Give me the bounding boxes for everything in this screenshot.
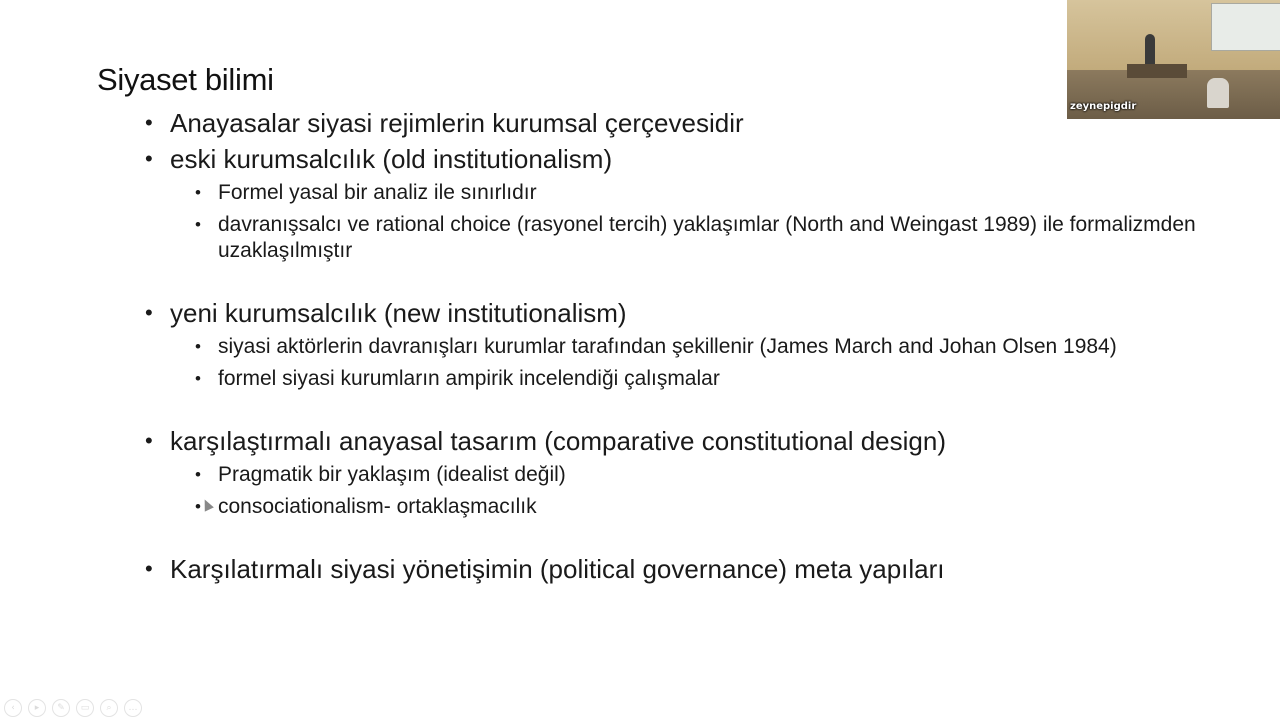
slide-bullet-list [145,108,1205,584]
video-podium [1127,64,1187,78]
sub-bullet-list [170,462,1205,520]
video-projection-screen [1211,3,1280,51]
slide-title: Siyaset bilimi [97,62,274,97]
sub-bullet-item: • consociationalism- ortaklaşmacılık [170,494,1205,520]
sub-bullet-item: • siyasi aktörlerin davranışları kurumlar tarafından şekillenir (James March and Johan Olsen 1984) [170,334,1205,360]
bullet-text: eski kurumsalcılık (old institutionalism) [170,144,613,174]
slideshow-controls [4,699,142,717]
bullet-text: karşılaştırmalı anayasal tasarım (comparative constitutional design) [170,426,946,456]
play-icon[interactable]: ▸ [28,699,46,717]
previous-icon[interactable]: ‹ [4,699,22,717]
sub-bullet-list [170,334,1205,392]
more-icon[interactable]: … [124,699,142,717]
bullet-item [145,426,1205,520]
sub-bullet-item: • Formel yasal bir analiz ile sınırlıdır [170,180,1205,206]
video-speaker [1145,34,1155,66]
slides-icon[interactable]: ▭ [76,699,94,717]
video-audience-member [1207,78,1229,108]
spacer [145,392,1205,426]
participant-video-thumbnail[interactable] [1067,0,1280,119]
sub-bullet-list [170,180,1205,264]
sub-bullet-item: • formel siyasi kurumların ampirik incelendiği çalışmalar [170,366,1205,392]
spacer [145,264,1205,298]
bullet-item [145,298,1205,392]
spacer [145,520,1205,554]
sub-bullet-item: • Pragmatik bir yaklaşım (idealist değil) [170,462,1205,488]
bullet-item: • Anayasalar siyasi rejimlerin kurumsal çerçevesidir [145,108,1205,138]
participant-name: zeynepigdir [1070,101,1137,112]
bullet-text: yeni kurumsalcılık (new institutionalism) [170,298,627,328]
bullet-item [145,144,1205,264]
sub-bullet-item: • davranışsalcı ve rational choice (rasyonel tercih) yaklaşımlar (North and Weingast 1989) ile formalizmden uzaklaşılmıştır [170,212,1205,264]
bullet-item: • Karşılatırmalı siyasi yönetişimin (political governance) meta yapıları [145,554,1205,584]
zoom-icon[interactable]: ⌕ [100,699,118,717]
pen-icon[interactable]: ✎ [52,699,70,717]
